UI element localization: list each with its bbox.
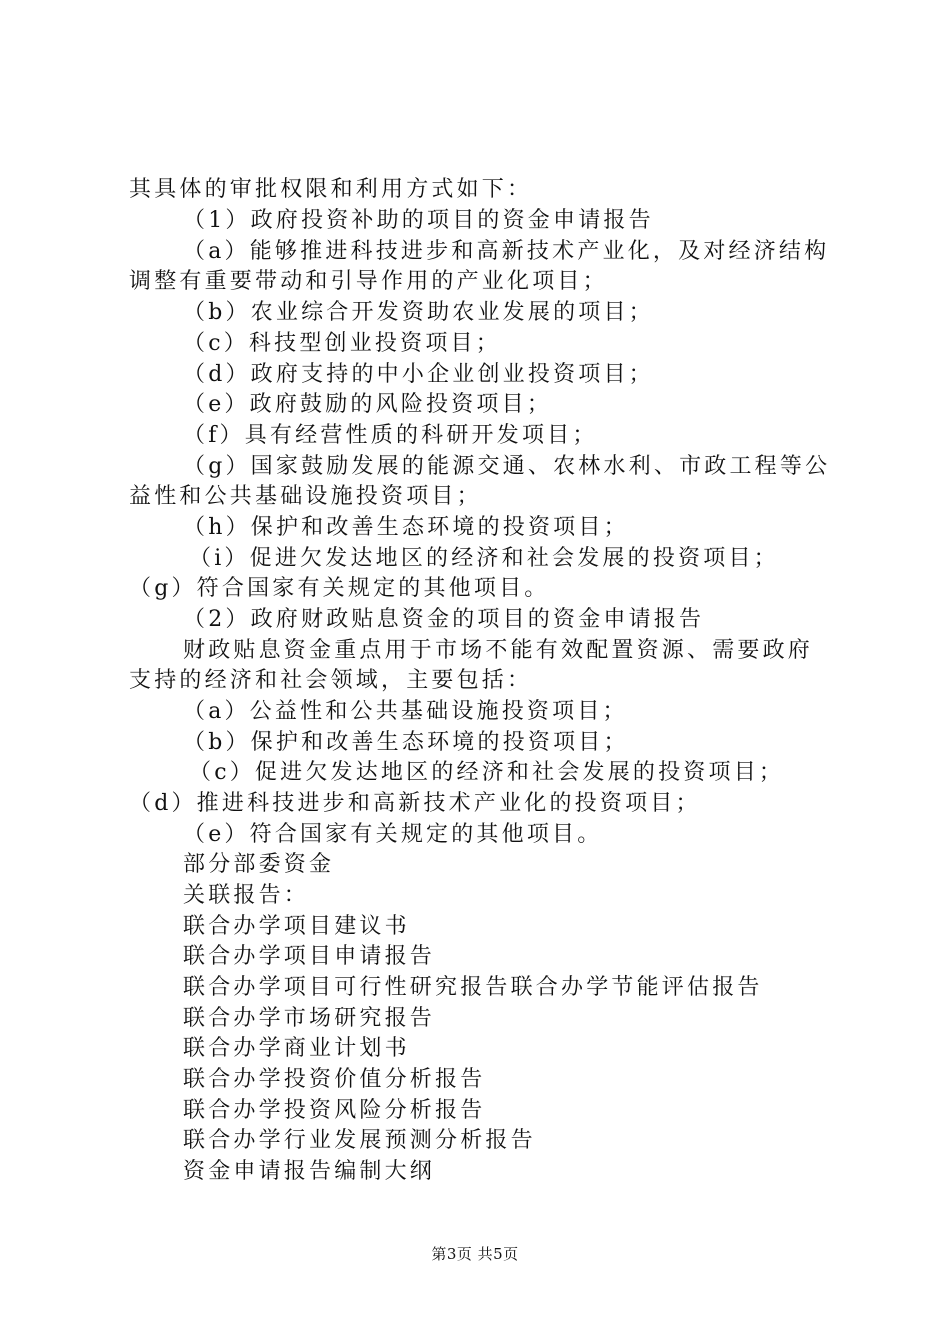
text-line: （g）符合国家有关规定的其他项目。 [129,576,550,601]
related-report-item: 联合办学项目可行性研究报告联合办学节能评估报告 [183,975,763,1000]
text-line: （d）推进科技进步和高新技术产业化的投资项目； [129,791,701,816]
text-line: （c）促进欠发达地区的经济和社会发展的投资项目； [189,760,785,785]
text-line: （b）保护和改善生态环境的投资项目； [183,730,629,755]
text-line: 财政贴息资金重点用于市场不能有效配置资源、需要政府 [183,638,814,663]
related-report-item: 联合办学市场研究报告 [183,1006,436,1031]
text-line: 部分部委资金 [183,852,335,877]
related-report-item: 联合办学行业发展预测分析报告 [183,1128,536,1153]
related-report-item: 联合办学项目申请报告 [183,944,436,969]
text-line: （a）公益性和公共基础设施投资项目； [183,699,628,724]
related-report-item: 资金申请报告编制大纲 [183,1159,436,1184]
text-line: 其具体的审批权限和利用方式如下： [129,177,533,202]
related-report-item: 联合办学投资风险分析报告 [183,1098,486,1123]
page-indicator: 第3页 共5页 [431,1245,519,1263]
text-line: （2）政府财政贴息资金的项目的资金申请报告 [183,607,705,632]
text-line: （1）政府投资补助的项目的资金申请报告 [183,208,654,233]
text-line: （d）政府支持的中小企业创业投资项目； [183,362,654,387]
text-line: 支持的经济和社会领域，主要包括： [129,668,533,693]
text-line: （e）政府鼓励的风险投资项目； [183,392,553,417]
text-line: 调整有重要带动和引导作用的产业化项目； [129,269,608,294]
text-line: （i）促进欠发达地区的经济和社会发展的投资项目； [189,546,779,571]
related-report-item: 联合办学投资价值分析报告 [183,1067,486,1092]
text-line: （a）能够推进科技进步和高新技术产业化，及对经济结构 [183,239,830,264]
related-report-item: 联合办学项目建议书 [183,914,410,939]
related-report-item: 联合办学商业计划书 [183,1036,410,1061]
text-line: （e）符合国家有关规定的其他项目。 [183,822,603,847]
text-line: （b）农业综合开发资助农业发展的项目； [183,300,654,325]
text-line: 关联报告： [183,883,310,908]
text-line: （c）科技型创业投资项目； [183,331,501,356]
text-line: （h）保护和改善生态环境的投资项目； [183,515,629,540]
text-line: （g）国家鼓励发展的能源交通、农林水利、市政工程等公 [183,454,831,479]
text-line: （f）具有经营性质的科研开发项目； [183,423,598,448]
text-line: 益性和公共基础设施投资项目； [129,484,482,509]
